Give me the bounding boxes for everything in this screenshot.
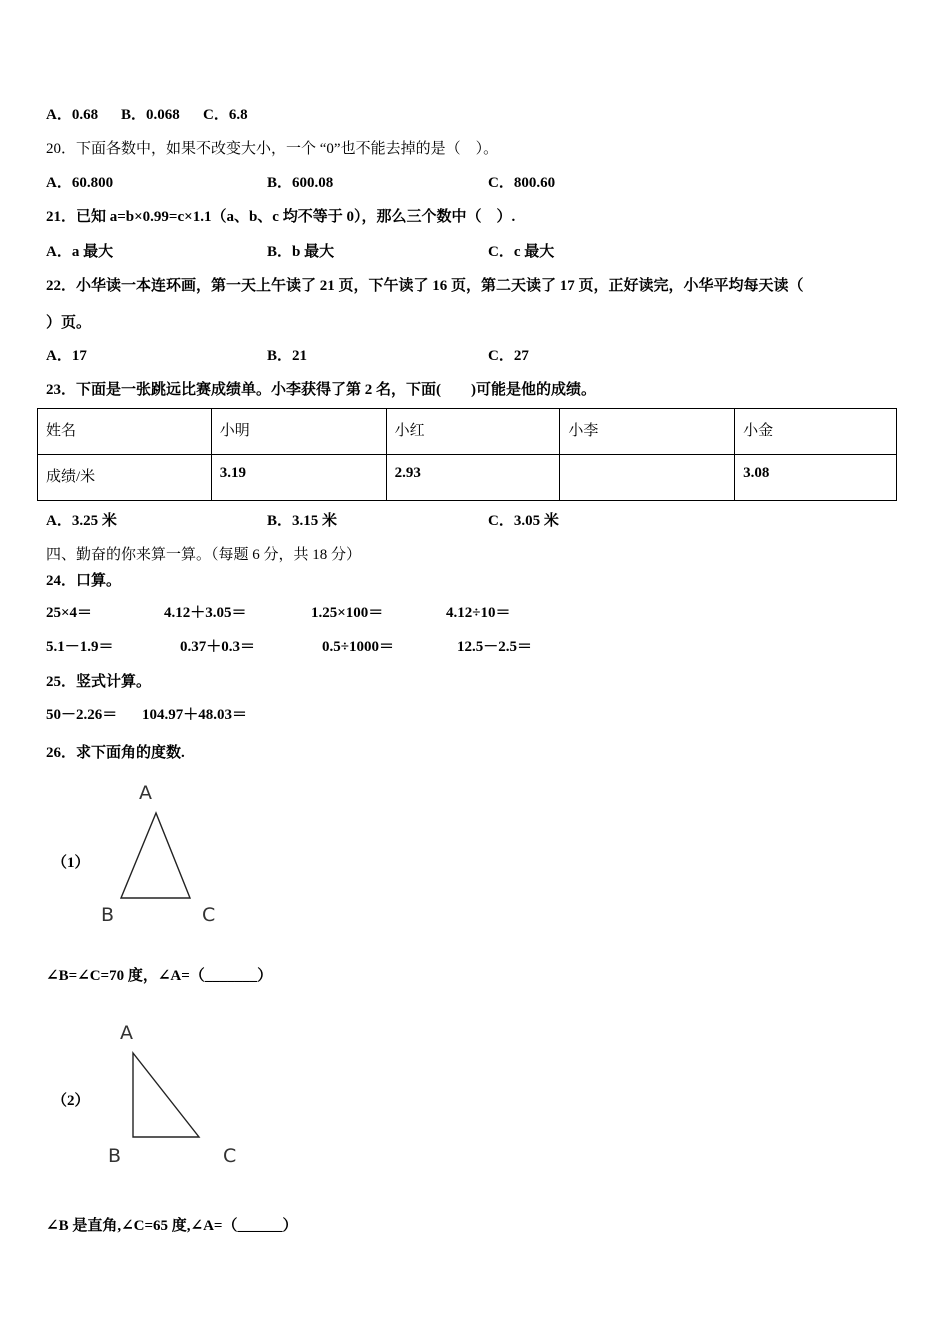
q23-option-c: C．3.05 米 — [488, 513, 559, 529]
q23-stem: 23．下面是一张跳远比赛成绩单。小李获得了第 2 名，下面( )可能是他的成绩。 — [46, 382, 596, 398]
calc-item: 5.1－1.9＝ — [46, 639, 114, 655]
q21-option-b: B．b 最大 — [267, 244, 335, 260]
triangle-figure-1 — [95, 775, 235, 935]
q19-option-a: A．0.68 — [46, 107, 99, 123]
q24-stem: 24．口算。 — [46, 573, 122, 589]
q26-part2-question: ∠B 是直角,∠C=65 度,∠A=（______） — [46, 1218, 298, 1234]
calc-item: 50－2.26＝ — [46, 707, 118, 723]
calc-item: 4.12＋3.05＝ — [164, 605, 247, 621]
section-heading: 四、勤奋的你来算一算。（每题 6 分，共 18 分） — [46, 547, 362, 563]
q21-option-c: C．c 最大 — [488, 244, 555, 260]
table-cell: 2.93 — [386, 455, 560, 501]
table-cell: 姓名 — [38, 409, 212, 455]
q26-part1-label: （1） — [52, 855, 90, 871]
triangle-shape — [121, 813, 190, 898]
calc-item: 25×4＝ — [46, 605, 93, 621]
calc-item: 104.97＋48.03＝ — [142, 707, 248, 723]
table-cell: 小明 — [211, 409, 386, 455]
table-cell: 3.19 — [211, 455, 386, 501]
table-cell: 小红 — [386, 409, 560, 455]
q21-option-a: A．a 最大 — [46, 244, 114, 260]
calc-item: 4.12÷10＝ — [446, 605, 511, 621]
q20-stem: 20．下面各数中，如果不改变大小，一个 “0”也不能去掉的是（ ）。 — [46, 141, 499, 157]
q20-option-b: B．600.08 — [267, 175, 334, 191]
vertex-label-c: C — [223, 1145, 237, 1167]
q26-part1-question: ∠B=∠C=70 度，∠A=（_______） — [46, 968, 273, 984]
table-cell: 3.08 — [735, 455, 897, 501]
q19-option-c: C．6.8 — [203, 107, 248, 123]
q21-stem: 21．已知 a=b×0.99=c×1.1（a、b、c 均不等于 0），那么三个数中（ ）. — [46, 209, 516, 225]
score-table — [37, 408, 897, 501]
calc-item: 12.5－2.5＝ — [457, 639, 533, 655]
q20-option-c: C．800.60 — [488, 175, 556, 191]
table-cell: 成绩/米 — [38, 455, 212, 501]
q20-option-a: A．60.800 — [46, 175, 114, 191]
q26-part2-label: （2） — [52, 1093, 90, 1109]
q22-stem-line1: 22．小华读一本连环画，第一天上午读了 21 页，下午读了 16 页，第二天读了 17 页，正好读完，小华平均每天读（ — [46, 278, 804, 294]
vertex-label-c: C — [202, 904, 216, 926]
calc-item: 0.5÷1000＝ — [322, 639, 394, 655]
q23-option-b: B．3.15 米 — [267, 513, 338, 529]
table-row — [38, 455, 897, 501]
triangle-shape — [133, 1053, 199, 1137]
q22-option-c: C．27 — [488, 348, 529, 364]
table-cell: 小李 — [560, 409, 735, 455]
calc-item: 0.37＋0.3＝ — [180, 639, 256, 655]
vertex-label-b: B — [101, 904, 115, 926]
vertex-label-a: A — [120, 1022, 133, 1044]
calc-item: 1.25×100＝ — [311, 605, 384, 621]
q22-option-b: B．21 — [267, 348, 308, 364]
table-cell — [560, 455, 735, 501]
q25-stem: 25．竖式计算。 — [46, 674, 152, 690]
triangle-figure-2 — [100, 1015, 250, 1175]
vertex-label-b: B — [108, 1145, 122, 1167]
q23-option-a: A．3.25 米 — [46, 513, 117, 529]
q22-stem-line2: ）页。 — [46, 315, 92, 331]
table-cell: 小金 — [735, 409, 897, 455]
q22-option-a: A．17 — [46, 348, 87, 364]
q19-option-b: B．0.068 — [121, 107, 180, 123]
vertex-label-a: A — [139, 782, 152, 804]
table-header-row — [38, 409, 897, 455]
q26-stem: 26．求下面角的度数. — [46, 745, 185, 761]
